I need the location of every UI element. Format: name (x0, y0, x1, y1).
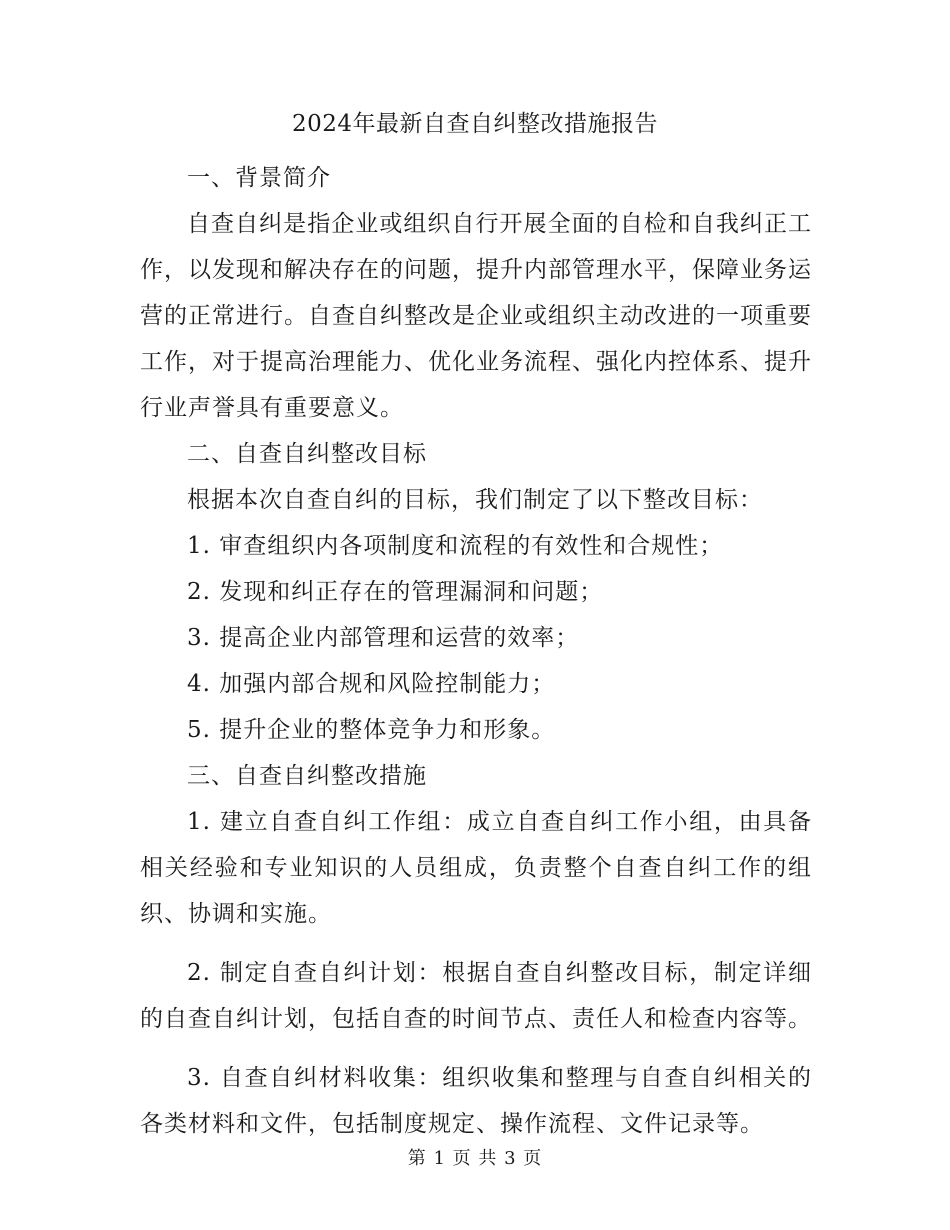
paragraph-goals-intro: 根据本次自查自纠的目标，我们制定了以下整改目标： (187, 487, 763, 513)
section-heading-measures: 三、自查自纠整改措施 (187, 763, 427, 789)
page-footer: 第 1 页 共 3 页 (407, 1148, 543, 1169)
goal-item: 4. 加强内部合规和风险控制能力； (187, 671, 556, 697)
document-title: 2024年最新自查自纠整改措施报告 (291, 111, 659, 137)
goal-item: 3. 提高企业内部管理和运营的效率； (187, 625, 580, 651)
measure-item: 2. 制定自查自纠计划：根据自查自纠整改目标，制定详细的自查自纠计划，包括自查的时间节点、责任人和检查内容等。 (140, 960, 812, 1032)
document-body (140, 155, 812, 1147)
section-heading-goals: 二、自查自纠整改目标 (187, 441, 427, 467)
goal-item: 5. 提升企业的整体竞争力和形象。 (187, 717, 556, 743)
measure-item: 3. 自查自纠材料收集：组织收集和整理与自查自纠相关的各类材料和文件，包括制度规定、操作流程、文件记录等。 (140, 1065, 812, 1137)
measure-item: 1. 建立自查自纠工作组：成立自查自纠工作小组，由具备相关经验和专业知识的人员组成，负责整个自查自纠工作的组织、协调和实施。 (140, 809, 812, 927)
goal-item: 1. 审查组织内各项制度和流程的有效性和合规性； (187, 533, 724, 559)
section-heading-background: 一、背景简介 (187, 165, 331, 191)
paragraph-background: 自查自纠是指企业或组织自行开展全面的自检和自我纠正工作，以发现和解决存在的问题，提升内部管理水平，保障业务运营的正常进行。自查自纠整改是企业或组织主动改进的一项重要工作，对于提高治理能力、优化业务流程、强化内控体系、提升行业声誉具有重要意义。 (140, 211, 812, 421)
goal-item: 2. 发现和纠正存在的管理漏洞和问题； (187, 579, 604, 605)
